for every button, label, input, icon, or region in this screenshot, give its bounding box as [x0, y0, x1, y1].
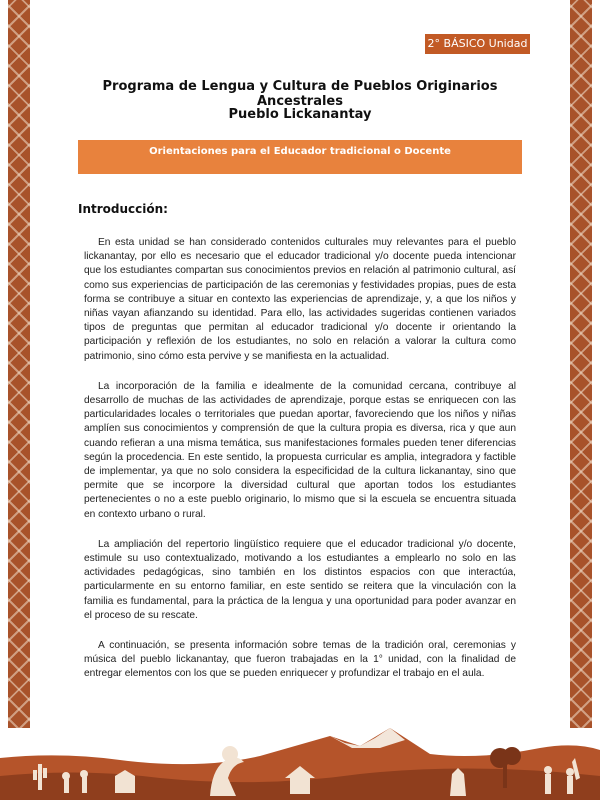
footer-landscape-illustration: [0, 718, 600, 800]
body-text: [84, 236, 516, 698]
page-title: Programa de Lengua y Cultura de Pueblos Originarios Ancestrales: [102, 79, 498, 109]
decorative-border-right: [570, 0, 592, 728]
page-subtitle: Pueblo Lickanantay: [228, 107, 372, 122]
paragraph: En esta unidad se han considerado contenidos culturales muy relevantes para el pueblo lickanantay, por ello es necesario que el educador tradicional y/o docente pueda intencionar que los estudiantes compartan sus conocimientos previos en relación al patrimonio cultural, así como sus experiencias de participación de las ceremonias y festividades propias, pues de esta forma se contribuye a situar en contexto las experiencias de aprendizaje, y, a que los niños y niñas vayan afianzando su identidad. Para ello, las actividades sugeridas contienen variados tipos de preguntas que permitan al educador tradicional y/o docente ir orientando la participación y reflexión de los estudiantes, no solo en relación a valorar la cultura como patrimonio, sino cómo esta pervive y se manifiesta en la actualidad.: [84, 237, 516, 362]
paragraph: La ampliación del repertorio lingüístico requiere que el educador tradicional y/o docente, estimule su uso contextualizado, motivando a los estudiantes a emplearlo no solo en las actividades pedagógicas, sino también en los distintos espacios con que interactúa, particularmente en su entorno familiar, en este sentido se reitera que la vinculación con la familia es fundamental, para la práctica de la lengua y una oportunidad para poder avanzar en el proceso de su rescate.: [84, 538, 516, 621]
section-heading: Introducción:: [78, 202, 168, 216]
paragraph: La incorporación de la familia e idealmente de la comunidad cercana, contribuye al desarrollo de muchas de las actividades de aprendizaje, porque estas se enriquecen con las particularidades locales o territoriales que puedan aportar, favoreciendo que los niños y niñas amplíen sus conocimientos y comprensión de que la cultura propia es diversa, rica y que aun cuando refieran a una misma temática, sus manifestaciones formales pueden tener diferencias según la procedencia. En este sentido, la propuesta curricular es amplia, integradora y factible de implementar, ya que no solo considera la especificidad de la cultura lickanantay, sino que permite que se incorpore la diversidad cultural que aportan todos los estudiantes pertenecientes o no a este pueblo originario, lo mismo que si la escuela se encuentra situada en contexto urbano o rural.: [84, 380, 516, 520]
decorative-border-left: [8, 0, 30, 728]
paragraph: A continuación, se presenta información sobre temas de la tradición oral, ceremonias y música del pueblo lickanantay, que fueron trabajadas en la 1° unidad, con la finalidad de entregar elementos con los que se pueden enriquecer y profundizar el trabajo en el aula.: [84, 640, 516, 680]
section-banner: Orientaciones para el Educador tradicional o Docente: [78, 140, 522, 174]
unit-badge: 2° BÁSICO Unidad 1: [425, 34, 530, 54]
